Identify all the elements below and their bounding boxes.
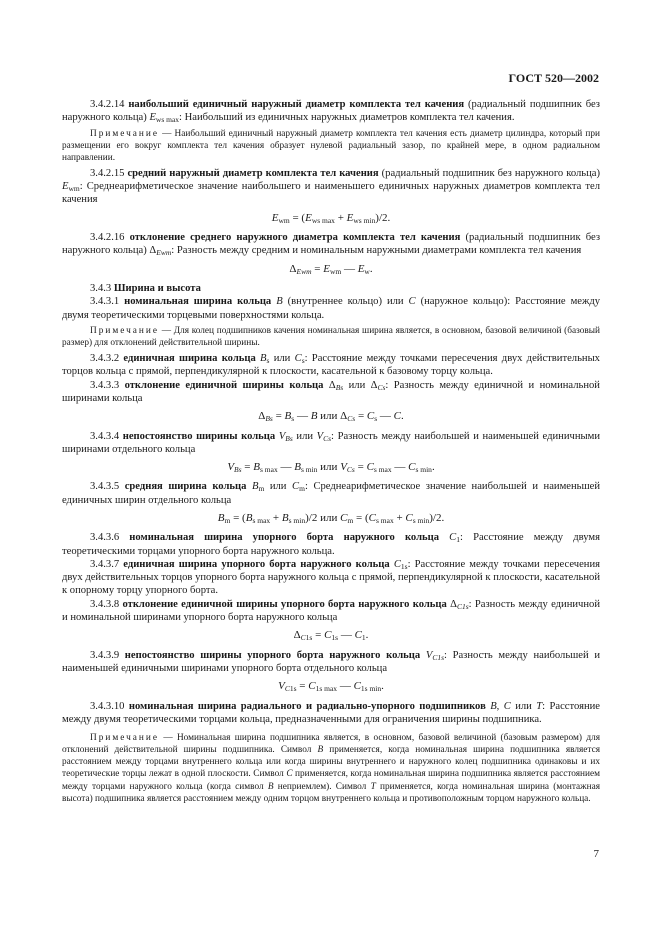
clause-3-4-3-9: 3.4.3.9 непостоянство ширины упорного борта наружного кольца $V_{C1s}$: Разность между наибольшей и наименьшей единичными ширинами упорного борта отдельного кольца [62, 649, 600, 674]
term: номинальная ширина упорного борта наружного кольца [129, 532, 440, 544]
term: единичная ширина упорного борта наружного кольца [123, 558, 390, 570]
clause-3-4-3-6: 3.4.3.6 номинальная ширина упорного борта наружного кольца $C_1$: Расстояние между двумя теоретическими торцами упорного борта наружного кольца. [62, 532, 600, 557]
formula-vc1s: $V_{C1s} = C_{1s max}$ — $C_{1s min}$. [278, 680, 384, 694]
formula-delta-bs: $\Delta_{Bs} = B_s$ — B или $\Delta_{Cs} = C_s$ — C. [258, 410, 404, 424]
section-title: Ширина и высота [113, 282, 201, 294]
clause-3-4-3-7: 3.4.3.7 единичная ширина упорного борта наружного кольца $C_{1s}$: Расстояние между точками пересечения двух действительных торцов упорного борта наружного кольца с прямой, перпендикулярной к плоскости, касательной к опорному торцу упорного борта. [62, 558, 600, 597]
clause-3-4-2-16: 3.4.2.16 отклонение среднего наружного диаметра комплекта тел качения (радиальный подшипник без наружного кольца) $\Delta_{Ewm}$: Разность между средним и номинальным наружными диаметрами комплекта тел качения [62, 232, 600, 258]
term: непостоянство ширины кольца [122, 430, 276, 442]
clause-3-4-3-2: 3.4.3.2 единичная ширина кольца $B_s$ или $C_s$: Расстояние между точками пересечения двух действительных торцов кольца с прямой, перпендикулярной к плоскости, касательной к базовому торцу кольца. [62, 353, 600, 378]
page-number: 7 [593, 848, 599, 860]
section-3-4-3: 3.4.3 Ширина и высота [90, 282, 201, 294]
formula-delta-c1s: $\Delta_{C1s} = C_{1s}$ — $C_1$. [293, 629, 369, 643]
clause-3-4-3-10: 3.4.3.10 номинальная ширина радиального и радиально-упорного подшипников B, C или T: Расстояние между двумя теоретическими торцами кольца, предназначенными для ограничения ширины подшипника. [62, 700, 600, 725]
note-3: Примечание — Номинальная ширина подшипника является, в основном, базовой величиной (базовым размером) для отклонений действительной ширины подшипника. Символ B применяется, когда номинальная ширина подшипника является расстоянием между торцами внутреннего кольца или когда ширины внутреннего и наружного колец подшипника одинаковы и их теоретические торцы лежат в одной плоскости. Символ C применяется, когда номинальная ширина подшипника является расстоянием между торцами наружного кольца (когда символ B неприемлем). Символ T применяется, когда номинальная ширина (монтажная высота) подшипника является расстоянием между одним торцом внутреннего кольца и противоположным торцом наружного кольца. [62, 733, 600, 804]
document-header: ГОСТ 520—2002 [508, 71, 599, 85]
term: средний наружный диаметр комплекта тел качения [127, 167, 379, 179]
clause-3-4-3-8: 3.4.3.8 отклонение единичной ширины упорного борта наружного кольца $\Delta_{C1s}$: Разность между единичной и номинальной ширинами упорного борта наружного кольца [62, 598, 600, 624]
term: непостоянство ширины упорного борта наружного кольца [124, 649, 421, 661]
clause-3-4-3-1: 3.4.3.1 номинальная ширина кольца B (внутреннее кольцо) или C (наружное кольцо): Расстояние между двумя теоретическими торцевыми поверхностями кольца. [62, 296, 601, 321]
term: номинальная ширина кольца [124, 296, 272, 308]
formula-bm: $B_m = (B_{s max} + B_{s min})/2$ или $C_m = (C_{s max} + C_{s min})/2$. [217, 512, 445, 525]
clause-3-4-2-14: 3.4.2.14 наибольший единичный наружный диаметр комплекта тел качения (радиальный подшипник без наружного кольца) $E_{ws max}$: Наибольший из единичных наружных диаметров комплекта тел качения. [62, 99, 600, 125]
formula-vbs: $V_{Bs} = B_{s max}$ — $B_{s min}$ или $V_{Cs} = C_{s max}$ — $C_{s min}$. [227, 461, 435, 475]
note-1: Примечание — Наибольший единичный наружный диаметр комплекта тел качения есть диаметр цилиндра, который при размещении его вокруг комплекта тел качения образует нулевой радиальный зазор, по крайней мере, в одном радиальном направлении. [62, 128, 600, 163]
document-body [62, 98, 600, 808]
clause-3-4-3-5: 3.4.3.5 средняя ширина кольца $B_m$ или $C_m$: Среднеарифметическое значение наибольшей и наименьшей единичных ширин отдельного кольца [62, 481, 601, 506]
note-2: Примечание — Для колец подшипников качения номинальная ширина является, в основном, базовой величиной (базовый размер) для отклонений действительной ширины. [62, 325, 600, 348]
term: средняя ширина кольца [124, 481, 247, 493]
clause-3-4-3-3: 3.4.3.3 отклонение единичной ширины кольца $\Delta_{Bs}$ или $\Delta_{Cs}$: Разность между единичной и номинальной ширинами кольца [62, 379, 600, 404]
term: отклонение единичной ширины кольца [124, 379, 324, 391]
formula-ewm: $E_{wm} = (E_{ws max} + E_{ws min})/2$. [271, 211, 391, 225]
term: отклонение единичной ширины упорного борта наружного кольца [122, 598, 447, 610]
clause-3-4-3-4: 3.4.3.4 непостоянство ширины кольца $V_{Bs}$ или $V_{Cs}$: Разность между наибольшей и наименьшей единичными ширинами отдельного кольца [62, 430, 600, 455]
term: единичная ширина кольца [123, 353, 256, 365]
term: номинальная ширина радиального и радиально-упорного подшипников [128, 700, 486, 712]
term: отклонение среднего наружного диаметра комплекта тел качения [129, 232, 461, 244]
formula-delta-ewm: $\Delta_{Ewm} = E_{wm}$ — $E_w$. [289, 262, 373, 276]
clause-3-4-2-15: 3.4.2.15 средний наружный диаметр комплекта тел качения (радиальный подшипник без наружного кольца) $E_{wm}$: Среднеарифметическое значение наибольшего и наименьшего единичных наружных диаметров комплекта тел качения [62, 167, 600, 206]
term: наибольший единичный наружный диаметр комплекта тел качения [128, 99, 465, 110]
